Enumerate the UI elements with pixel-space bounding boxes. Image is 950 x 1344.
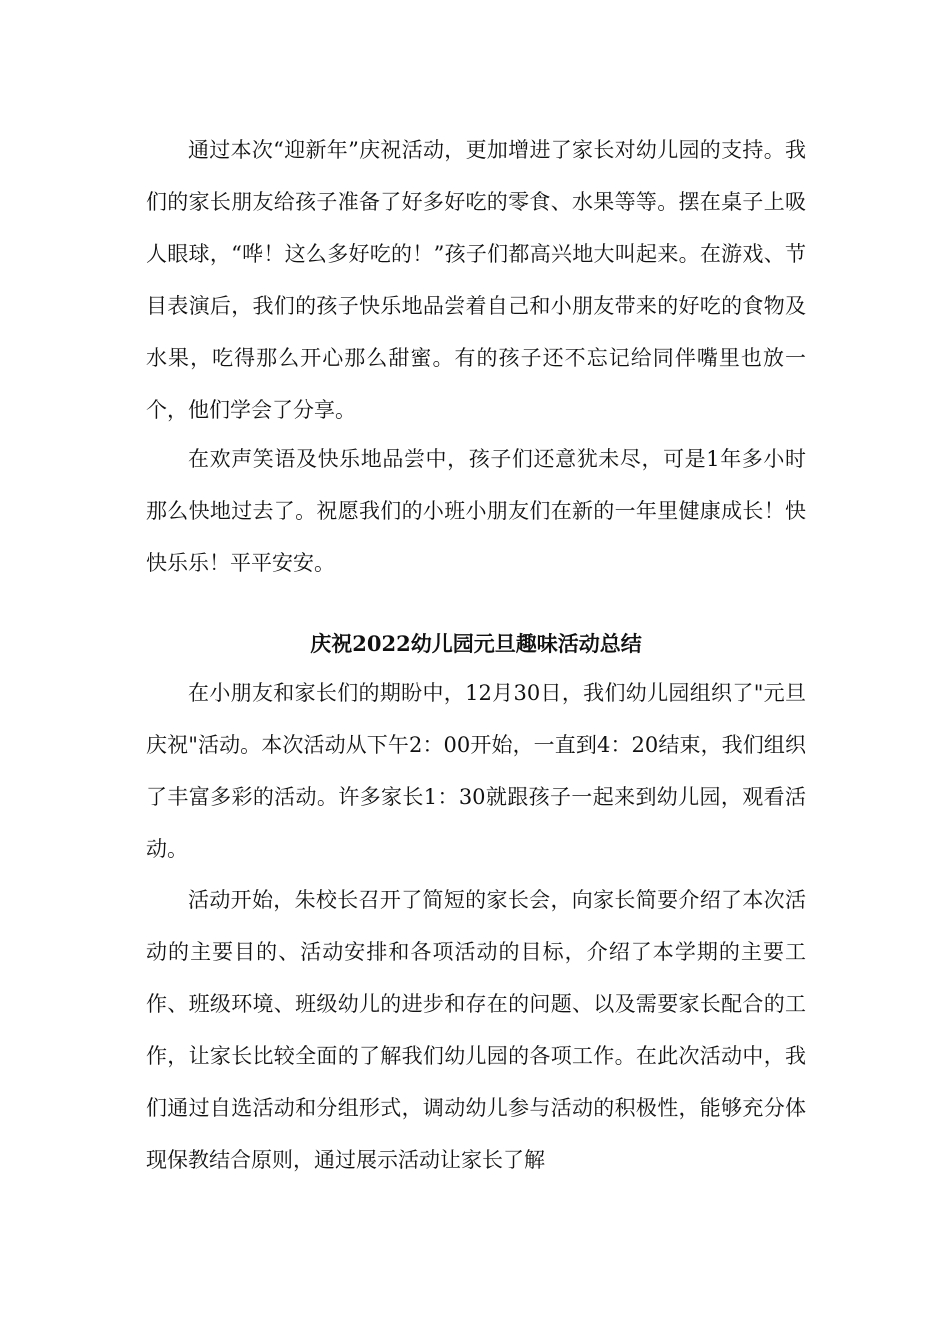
paragraph-text: 通过本次“迎新年”庆祝活动，更加增进了家长对幼儿园的支持。我们的家长朋友给孩子准备了好多好吃的零食、水果等等。摆在桌子上吸人眼球，“哗！这么多好吃的！”孩子们都高兴地大叫起来。在游戏、节目表演后，我们的孩子快乐地品尝着自己和小朋友带来的好吃的食物及水果，吃得那么开心那么甜蜜。有的孩子还不忘记给同伴嘴里也放一个，他们学会了分享。 (146, 138, 806, 422)
paragraph-closing-wishes (146, 433, 806, 589)
paragraph-text: 在小朋友和家长们的期盼中，12月30日，我们幼儿园组织了"元旦庆祝"活动。本次活动从下午2：00开始，一直到4：20结束，我们组织了丰富多彩的活动。许多家长1：30就跟孩子一起来到幼儿园，观看活动。 (146, 681, 806, 861)
paragraph-event-details (146, 874, 806, 1186)
paragraph-new-year-celebration (146, 124, 806, 436)
paragraph-event-intro (146, 667, 806, 875)
section-heading: 庆祝2022幼儿园元旦趣味活动总结 (310, 631, 642, 656)
paragraph-text: 在欢声笑语及快乐地品尝中，孩子们还意犹未尽，可是1年多小时那么快地过去了。祝愿我们的小班小朋友们在新的一年里健康成长！快快乐乐！平平安安。 (146, 447, 806, 575)
paragraph-text: 活动开始，朱校长召开了简短的家长会，向家长简要介绍了本次活动的主要目的、活动安排和各项活动的目标，介绍了本学期的主要工作、班级环境、班级幼儿的进步和存在的问题、以及需要家长配合的工作，让家长比较全面的了解我们幼儿园的各项工作。在此次活动中，我们通过自选活动和分组形式，调动幼儿参与活动的积极性，能够充分体现保教结合原则，通过展示活动让家长了解 (146, 888, 806, 1172)
